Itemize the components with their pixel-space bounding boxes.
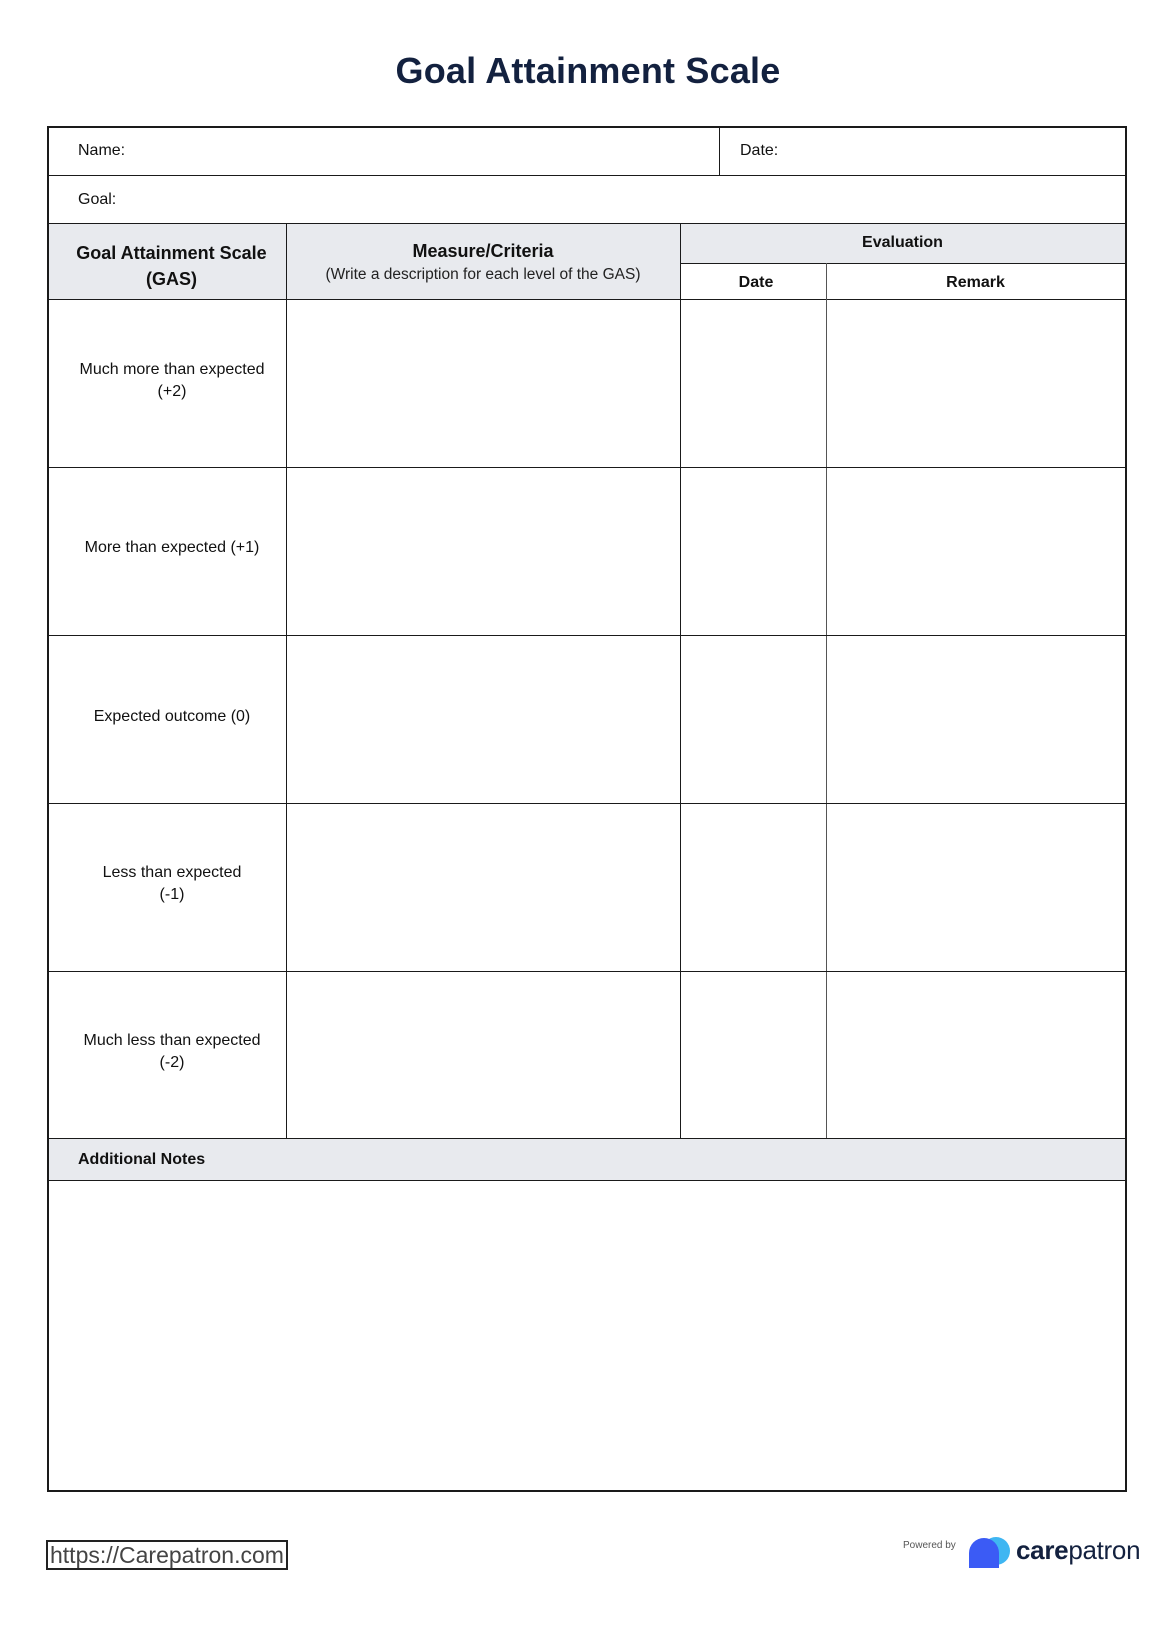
measure-cell-zero[interactable] bbox=[287, 636, 680, 803]
name-label: Name: bbox=[78, 142, 126, 159]
level-plus-2-label: Much more than expected bbox=[79, 361, 265, 378]
date-cell-plus-1[interactable] bbox=[681, 468, 826, 635]
remark-cell-plus-2[interactable] bbox=[827, 300, 1125, 467]
additional-notes-label: Additional Notes bbox=[78, 1151, 206, 1168]
measure-cell-plus-2[interactable] bbox=[287, 300, 680, 467]
page-title: Goal Attainment Scale bbox=[395, 50, 781, 91]
measure-cell-minus-2[interactable] bbox=[287, 972, 680, 1138]
measure-cell-plus-1[interactable] bbox=[287, 468, 680, 635]
additional-notes-area[interactable] bbox=[49, 1181, 1125, 1490]
level-plus-1 bbox=[49, 537, 295, 559]
brand-bold: care bbox=[1016, 1535, 1069, 1565]
date-cell-zero[interactable] bbox=[681, 636, 826, 803]
goal-label: Goal: bbox=[78, 191, 117, 208]
date-cell-plus-2[interactable] bbox=[681, 300, 826, 467]
remark-cell-plus-1[interactable] bbox=[827, 468, 1125, 635]
gas-column-header bbox=[49, 240, 294, 292]
date-cell-minus-1[interactable] bbox=[681, 804, 826, 971]
remark-column-header: Remark bbox=[946, 274, 1005, 291]
gas-form bbox=[47, 126, 1127, 1492]
measure-column-header bbox=[286, 238, 680, 284]
level-plus-1-label: More than expected (+1) bbox=[84, 539, 260, 556]
level-minus-1-label: Less than expected bbox=[102, 864, 242, 881]
brand-regular: patron bbox=[1068, 1535, 1141, 1565]
evaluation-header: Evaluation bbox=[862, 234, 943, 251]
gas-header-line2: (GAS) bbox=[146, 269, 197, 289]
name-field[interactable] bbox=[49, 128, 719, 175]
goal-field[interactable] bbox=[49, 176, 1125, 223]
date-column-header: Date bbox=[738, 274, 774, 291]
level-minus-2-label: Much less than expected bbox=[83, 1032, 261, 1049]
level-plus-2-score: (+2) bbox=[157, 383, 187, 400]
date-field[interactable] bbox=[720, 128, 1125, 175]
gas-header-line1: Goal Attainment Scale bbox=[76, 243, 267, 263]
level-zero bbox=[49, 706, 295, 728]
date-label: Date: bbox=[740, 142, 779, 159]
notes-header-shade bbox=[49, 1138, 1125, 1180]
carepatron-wordmark bbox=[1016, 1535, 1140, 1566]
powered-by-label: Powered by bbox=[903, 1540, 956, 1551]
measure-header-title: Measure/Criteria bbox=[412, 241, 554, 261]
measure-header-subtitle: (Write a description for each level of the GAS) bbox=[325, 266, 641, 283]
measure-cell-minus-1[interactable] bbox=[287, 804, 680, 971]
carepatron-logo-icon bbox=[967, 1536, 1013, 1570]
level-minus-2 bbox=[49, 1030, 295, 1074]
carepatron-link[interactable]: https://Carepatron.com bbox=[46, 1540, 288, 1570]
level-minus-1 bbox=[49, 862, 295, 906]
remark-cell-zero[interactable] bbox=[827, 636, 1125, 803]
level-zero-label: Expected outcome (0) bbox=[93, 708, 251, 725]
remark-cell-minus-1[interactable] bbox=[827, 804, 1125, 971]
level-minus-2-score: (-2) bbox=[159, 1054, 185, 1071]
remark-cell-minus-2[interactable] bbox=[827, 972, 1125, 1138]
level-minus-1-score: (-1) bbox=[159, 886, 185, 903]
level-plus-2 bbox=[49, 359, 295, 403]
date-cell-minus-2[interactable] bbox=[681, 972, 826, 1138]
